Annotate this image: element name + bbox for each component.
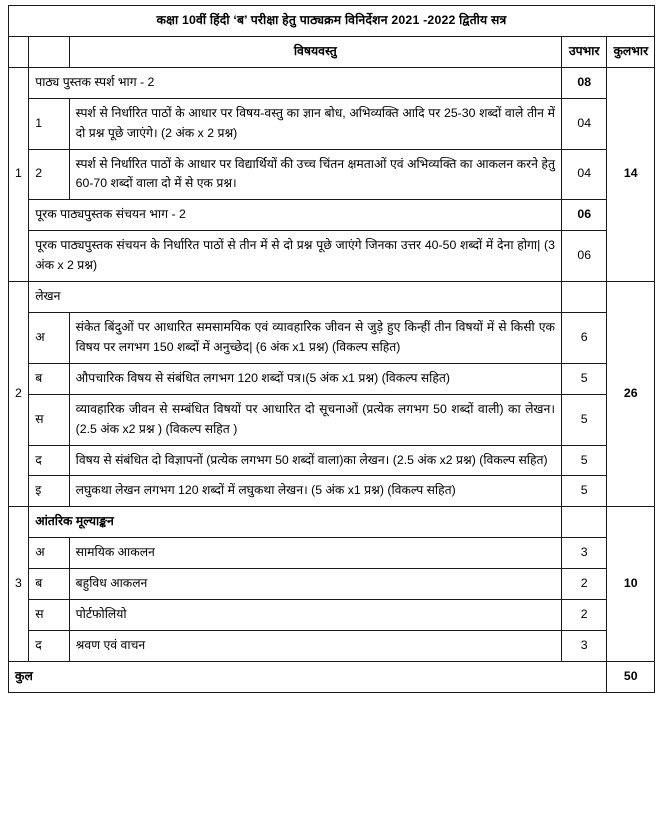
section-subweight bbox=[561, 282, 606, 313]
section-total-weight: 26 bbox=[607, 282, 655, 507]
section-sno: 3 bbox=[9, 507, 29, 662]
row-key: स bbox=[29, 600, 69, 631]
row-key: इ bbox=[29, 476, 69, 507]
table-row bbox=[9, 312, 655, 363]
row-subweight: 5 bbox=[561, 445, 606, 476]
row-text: श्रवण एवं वाचन bbox=[69, 630, 561, 661]
header-totalweight: कुलभार bbox=[607, 36, 655, 67]
row-key: ब bbox=[29, 363, 69, 394]
row-subweight: 06 bbox=[561, 200, 606, 231]
row-text: व्यावहारिक जीवन से सम्बंधित विषयों पर आधारित दो सूचनाओं (प्रत्येक लगभग 50 शब्दों वाली) का लेखन। (2.5 अंक x2 प्रश्न ) (विकल्प सहित ) bbox=[69, 394, 561, 445]
row-text: स्पर्श से निर्धारित पाठों के आधार पर विद्यार्थियों की उच्च चिंतन क्षमताओं एवं अभिव्यक्ति का आकलन करने हेतु 60-70 शब्दों वाला दो में से एक प्रश्न। bbox=[69, 149, 561, 200]
row-text: लघुकथा लेखन लगभग 120 शब्दों में लघुकथा लेखन। (5 अंक x1 प्रश्न) (विकल्प सहित) bbox=[69, 476, 561, 507]
row-text: संकेत बिंदुओं पर आधारित समसामयिक एवं व्यावहारिक जीवन से जुड़े हुए किन्हीं तीन विषयों में से किसी एक विषय पर लगभग 150 शब्दों में अनुच्छेद| (6 अंक x1 प्रश्न) (विकल्प सहित) bbox=[69, 312, 561, 363]
row-key: स bbox=[29, 394, 69, 445]
section-heading-row bbox=[9, 67, 655, 98]
section-subweight: 08 bbox=[561, 67, 606, 98]
table-row bbox=[9, 445, 655, 476]
row-text: पूरक पाठ्यपुस्तक संचयन भाग - 2 bbox=[29, 200, 562, 231]
row-subweight: 6 bbox=[561, 312, 606, 363]
header-sno bbox=[9, 36, 29, 67]
row-key: अ bbox=[29, 538, 69, 569]
row-text: औपचारिक विषय से संबंधित लगभग 120 शब्दों पत्र।(5 अंक x1 प्रश्न) (विकल्प सहित) bbox=[69, 363, 561, 394]
table-row bbox=[9, 538, 655, 569]
section-heading: पाठ्य पुस्तक स्पर्श भाग - 2 bbox=[29, 67, 562, 98]
row-subweight: 5 bbox=[561, 394, 606, 445]
total-value: 50 bbox=[607, 661, 655, 692]
row-subweight: 04 bbox=[561, 98, 606, 149]
section-total-weight: 14 bbox=[607, 67, 655, 281]
row-subweight: 3 bbox=[561, 630, 606, 661]
table-total-row bbox=[9, 661, 655, 692]
row-text: सामयिक आकलन bbox=[69, 538, 561, 569]
section-heading-row bbox=[9, 507, 655, 538]
row-key: 1 bbox=[29, 98, 69, 149]
table-row bbox=[9, 600, 655, 631]
table-row bbox=[9, 149, 655, 200]
section-heading: आंतरिक मूल्याङ्कन bbox=[29, 507, 562, 538]
page-title: कक्षा 10वीं हिंदी ‘ब’ परीक्षा हेतु पाठ्यक्रम विनिर्देशन 2021 -2022 द्वितीय सत्र bbox=[9, 6, 655, 37]
table-row bbox=[9, 98, 655, 149]
table-title-row bbox=[9, 6, 655, 37]
table-row bbox=[9, 569, 655, 600]
header-subweight: उपभार bbox=[561, 36, 606, 67]
row-subweight: 2 bbox=[561, 600, 606, 631]
row-text: बहुविध आकलन bbox=[69, 569, 561, 600]
row-key: ब bbox=[29, 569, 69, 600]
section-sno: 2 bbox=[9, 282, 29, 507]
row-key: द bbox=[29, 445, 69, 476]
row-subweight: 5 bbox=[561, 476, 606, 507]
section-sno: 1 bbox=[9, 67, 29, 281]
table-row bbox=[9, 363, 655, 394]
section-heading: लेखन bbox=[29, 282, 562, 313]
row-text: पूरक पाठ्यपुस्तक संचयन के निर्धारित पाठों से तीन में से दो प्रश्न पूछे जाएंगे जिनका उत्तर 40-50 शब्दों में देना होगा| (3 अंक x 2 प्रश्न) bbox=[29, 231, 562, 282]
table-row bbox=[9, 231, 655, 282]
row-text: विषय से संबंधित दो विज्ञापनों (प्रत्येक लगभग 50 शब्दों वाला)का लेखन। (2.5 अंक x2 प्रश्न) (विकल्प सहित) bbox=[69, 445, 561, 476]
section-heading-row bbox=[9, 282, 655, 313]
table-header-row bbox=[9, 36, 655, 67]
table-row bbox=[9, 394, 655, 445]
table-row bbox=[9, 476, 655, 507]
section-subweight bbox=[561, 507, 606, 538]
row-subweight: 2 bbox=[561, 569, 606, 600]
row-text: पोर्टफोलियो bbox=[69, 600, 561, 631]
row-subweight: 3 bbox=[561, 538, 606, 569]
row-key: द bbox=[29, 630, 69, 661]
row-subweight: 04 bbox=[561, 149, 606, 200]
table-row bbox=[9, 200, 655, 231]
table-row bbox=[9, 630, 655, 661]
row-subweight: 5 bbox=[561, 363, 606, 394]
section-total-weight: 10 bbox=[607, 507, 655, 662]
syllabus-specification-table bbox=[8, 5, 655, 693]
row-subweight: 06 bbox=[561, 231, 606, 282]
header-subkey bbox=[29, 36, 69, 67]
row-key: 2 bbox=[29, 149, 69, 200]
total-label: कुल bbox=[9, 661, 607, 692]
row-key: अ bbox=[29, 312, 69, 363]
row-text: स्पर्श से निर्धारित पाठों के आधार पर विषय-वस्तु का ज्ञान बोध, अभिव्यक्ति आदि पर 25-30 शब्दों वाले तीन में दो प्रश्न पूछे जाएंगे। (2 अंक x 2 प्रश्न) bbox=[69, 98, 561, 149]
header-content: विषयवस्तु bbox=[69, 36, 561, 67]
